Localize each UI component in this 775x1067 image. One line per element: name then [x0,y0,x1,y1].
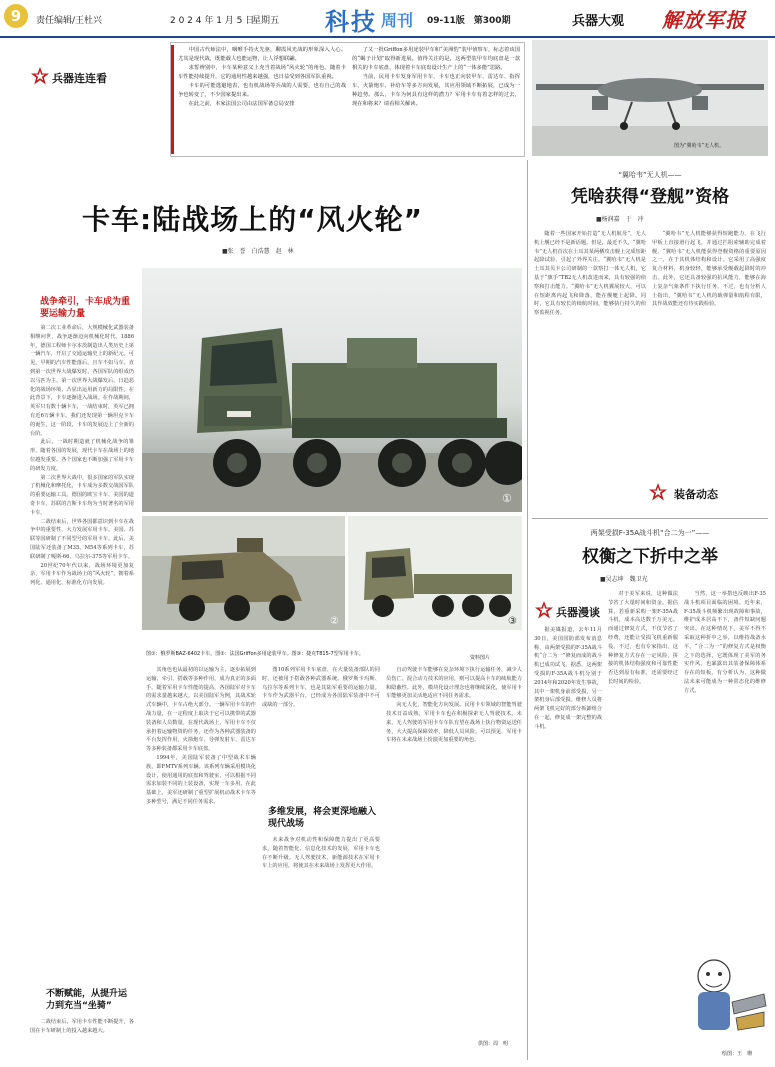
drone-article-col1: 随着一些国家开始打造“无人机航母”，无人机上舰已经不是新话题。但是，最近不久，“翼哈韦”无人机首次在土耳其某两栖攻击舰上完成短距起降试验，引起了外界关注。“翼哈韦”无人机是土耳其贝卡公司研制的一款察打一体无人机，它基于“旗手”TB2无人机改进而来，具有较强的侦察和打击能力。“翼哈韦”无人机翼展较大，可以在短距离内起飞和降落，能在舰艇上起降。同时，它具有较长的续航时间，能够执行持久的侦察监视任务。 [534,231,646,317]
weekly-brand-sub: 周刊 [381,11,414,30]
cartoon-caption: 绘图：王 珊 [722,1051,753,1057]
main-col3-text-b: 未来战争对机动性和保障能力提出了更高要求。随着智能化、信息化技术的发展，军用卡车也在不断升级。无人驾驶技术、新能源技术在军用卡车上的应用，将使其在未来战场上发挥更大作用。 [262,837,380,870]
main-photo-caption: 图①：俄罗斯BAZ-6402卡车。图②：法国Griffon多用途装甲车。图③：捷克T815-7型军用卡车。 [146,651,364,657]
page-header [0,0,775,38]
main-col3-text: 图10系列军用卡车底盘，在大量装备部队的同时，还被用于搭载各种武器系统。俄罗斯卡玛斯、乌拉尔等系列卡车，也是其陆军重要的运输力量。卡车作为武器平台，已经成为各国陆军装备中不可或缺的一部分。 [262,667,380,709]
main-col4-text: 自动驾驶卡车能够在复杂环境下执行运输任务，减少人员伤亡。混合动力技术的应用，则可以提高卡车的续航能力和隐蔽性。此外，模块化设计理念也将继续深化，使军用卡车能够更加灵活地适应不同任务需求。 向无人化，智能化方向发展。民用卡车领域的智能驾驶技术日益成熟，军用卡车也在积极探索无人驾驶技术。未来，无人驾驶的军用卡车车队有望在战场上执行物资运送任务，大大提高保障效率，降低人员风险。可以预见，军用卡车将在未来战场上扮演更加重要的角色。 [386,667,522,744]
page-number: 9 [4,4,28,28]
intro-accent-bar [171,45,174,154]
drone-photo [532,40,768,156]
f35-article-col2: 对于美军来说，这种做法节省了大量时间和资金。据估算，若重新采购一架F-35A战斗机，成本高达数千万美元。而通过修复方式，不仅节省了经费，还能让受损飞机重新服役。不过，也有专家指出，这种修复方式存在一定风险，拼接的机体结构强度和可靠性能否达到原有标准，还需要经过长时间的检验。 [608,591,678,685]
editor-credit: 责任编辑/王杜兴 [36,16,103,26]
main-article-title: 卡车:陆战场上的“风火轮” [82,203,424,236]
intro-text-left: 中国古代师法中，咽喉手持火先驱，聊霞风光战的形象深入人心。尤其是现代战，既能载人也能运物，让人浮想联翩。 求誓辨别中，卡车某种意义上充当着战场“风火轮”的角色。随着卡车性能持续提升，它的通用性越来越强，也日益受到各国军队重视。 卡车的可能逃避地表，也有机战场等兵战的人需要，也有自己的战争也转变了，不少国家提出来。 在此之前，本家法国公司由法国军备总局安排 [178,47,346,107]
weekly-brand: 科技 [325,8,377,36]
star-icon [648,482,668,502]
issue-number: 09-11版 第300期 [427,16,511,26]
subhead-2: 不断赋能，从提升运力到充当“坐骑” [46,989,128,1011]
f35-article-kicker: 两架受损F-35A战斗机“合二为一”—— [590,529,710,537]
main-article-byline: ■张 誉 白浩慧 赵 林 [222,248,294,255]
main-author-note: 供图：周 明 [478,1041,509,1047]
main-photo-block [142,268,522,646]
column-heading: 兵器连连看 [52,72,107,85]
drone-article-kicker: “翼哈韦”无人机—— [618,171,682,179]
column-divider [527,160,528,1060]
main-col2-text: 其角色也从最初的以运输为主，逐步拓展到运输、牵引、搭载等多种作用，成为真正的多面手。随着军用卡车性能的提高，各国陆军对卡车的需求量越来越大。以美国陆军为例，其战术轮式车辆中，卡车占绝大部分。一辆军用卡车的作战力量，在一定程度上取决于它可以携带的武器装备和人员数量。在现代战场上，军用卡车不仅承担着运输物资的任务，还作为各种武器装备的平台发挥作用，火箭炮车、导弹发射车、雷达车等多种装备都采用卡车底盘。 1994年，美国陆军装备了中型战术车辆族，即FMTV系列车辆。该系列车辆采用模块化设计，使用通用的底盘和驾驶室，可以根据不同需求加装不同的上装设备，实现一车多用。在此基础上，美军还研制了重型扩展机动战术卡车等多种型号，满足不同任务需求。 [146,667,256,805]
f35-article-col1: 据美媒报道，去年11月30日，美国国防部发布消息称，由两架受损的F-35A战斗机“合二为一”修复而成的战斗机已成功试飞。据悉，这两架受损的F-35A战斗机分别于2014年和2020年发生事故，其中一架机身前部受损，另一架机身后部受损。维修人员将两架飞机完好的部分拆卸组合在一起，修复成一架完整的战斗机。 [534,627,602,730]
issue-date: 2 0 2 4 年 1 月 5 日 [170,16,255,26]
f35-article-title: 权衡之下折中之举 [582,547,718,567]
drone-article-title: 凭啥获得“登舰”资格 [570,187,730,207]
truck-photo-3 [348,516,522,630]
main-photo-credit: 资料图片 [470,655,491,661]
weekday: 星期五 [252,16,280,26]
f35-article-byline: ■吴志坤 魏卫光 [600,576,648,583]
subhead-1: 战争牵引，卡车成为重要运输力量 [40,297,131,319]
newspaper-logo: 解放军报 [662,8,746,32]
cartoon-illustration [684,942,768,1054]
armored-vehicle-photo-2 [142,516,345,630]
svg-text:③: ③ [508,616,517,627]
equipment-news-heading: 装备动态 [674,488,718,501]
svg-text:①: ① [502,492,512,505]
intro-text-right: 了又一批Griffon多用途装甲车和“美洲豹”装甲侦察车，标志着该国的“蝎子计划”取得新进展。值得关注的是，这两型装甲车均底盘是一款相关的卡车底盘，体现着卡车底盘设计生产上的“一体多能”思路。 当前，民用卡车发身军用卡车，卡车也正向装甲车、雷达车、指挥车、火箭炮车、补给车等多方向发展，其应用领域不断拓展，已成为一种趋势。那么，卡车为何具有这样的潜力？军用卡车有着怎样的过去，现在和将来？请看相关解读。 [352,47,520,107]
drone-article-col2: “翼哈韦”无人机能够获得短跑能力。在飞行甲板上直接滑行起飞，并通过拦阻索辅助完成着舰。“翼哈韦”无人机能获得登舰资格的重要原因之一，在于其机体结构和设计。它采用了高强度复合材料，机身较轻，能够承受舰载起降时的冲击。此外，它还具备较强的抗风能力，能够在海上复杂气象条件下执行任务。不过，也有分析人士指出，“翼哈韦”无人机的载弹量和航程有限，其作战效能还有待实践检验。 [652,231,766,308]
f35-article-col3: 当然，这一举措也反映出F-35战斗机项目面临的困境。近年来，F-35战斗机频繁出现故障和事故，维护成本居高不下，备件短缺问题突出。在这种情况下，美军不得不采取这种折中之举，以维持战备水平。“合二为一”的修复方式是权衡之下的选择，它既体现了美军的务实作风，也暴露出其装备保障体系存在的短板。有分析认为，这种做法未来可能成为一种常态化的维修方式。 [684,591,766,694]
section-divider [532,518,768,519]
star-icon [534,600,554,620]
main-col1-text-end: 二战结束后，军用卡车性能不断提升，各国在卡车研制上的投入越来越大。 [30,1019,134,1034]
drone-photo-caption: 图为“翼哈韦”无人机。 [674,143,725,149]
subhead-3: 多维发展，将会更深地融入现代战场 [268,807,377,829]
drone-article-byline: ■杨润嘉 于 冲 [596,216,644,223]
main-col1-text: 第二次工业革命后，大规模械化武器装备相继问世，战争逐渐迈向机械化时代。1886年，德国工程师卡尔本茨制造出人类历史上第一辆汽车，开启了交通运输史上的新纪元。可见，早期的汽车性能落后，且车不如马车。直到第一次世界大战爆发时，各国军队的组成仍以马匹为主。第一次世界大战爆发后，日趋恶化的战场环境，凸显出运用新力的局限性。在此背景下，卡车逐渐进入战场。在作战期间，英军只有数十辆卡车，一战结束时，英军已拥有近6万辆卡车。我们还发现第一辆坦克卡车的诞生，这一阶段，卡车的发展迈上了全新的台阶。 此后，一战时期造就了机械化战争的雏形，随着各国的发展，现代卡车在战场上的地位越发重要。各个国家也不断加强了军用卡车的研发力度。 第二次世界大战中，很多国家的军队实现了机械化和摩托化，卡车成为多数交战国军队的重要运输工具。德国的欧宝卡车、美国的道奇卡车、苏联的吉斯卡车均为当时著名的军用卡车。 二战结束后，世界各国都意识到卡车在战争中的重要性，大力发展军用卡车。美国、苏联等国研制了不同型号的军用卡车。此后，美国陆军还装备了M35、M54等系列卡车，苏联研制了嘎斯-66、乌拉尔-375等军用卡车。 20世纪70年代以来，战场环境更加复杂，军用卡车作为战场上的“风火轮”，朝着系列化、通用化、标准化方向发展。 [30,325,134,587]
truck-photo-1 [142,268,522,512]
svg-text:②: ② [330,616,339,627]
star-icon [30,66,50,86]
section-name: 兵器大观 [572,14,625,29]
weapon-talk-heading: 兵器漫谈 [556,606,600,619]
